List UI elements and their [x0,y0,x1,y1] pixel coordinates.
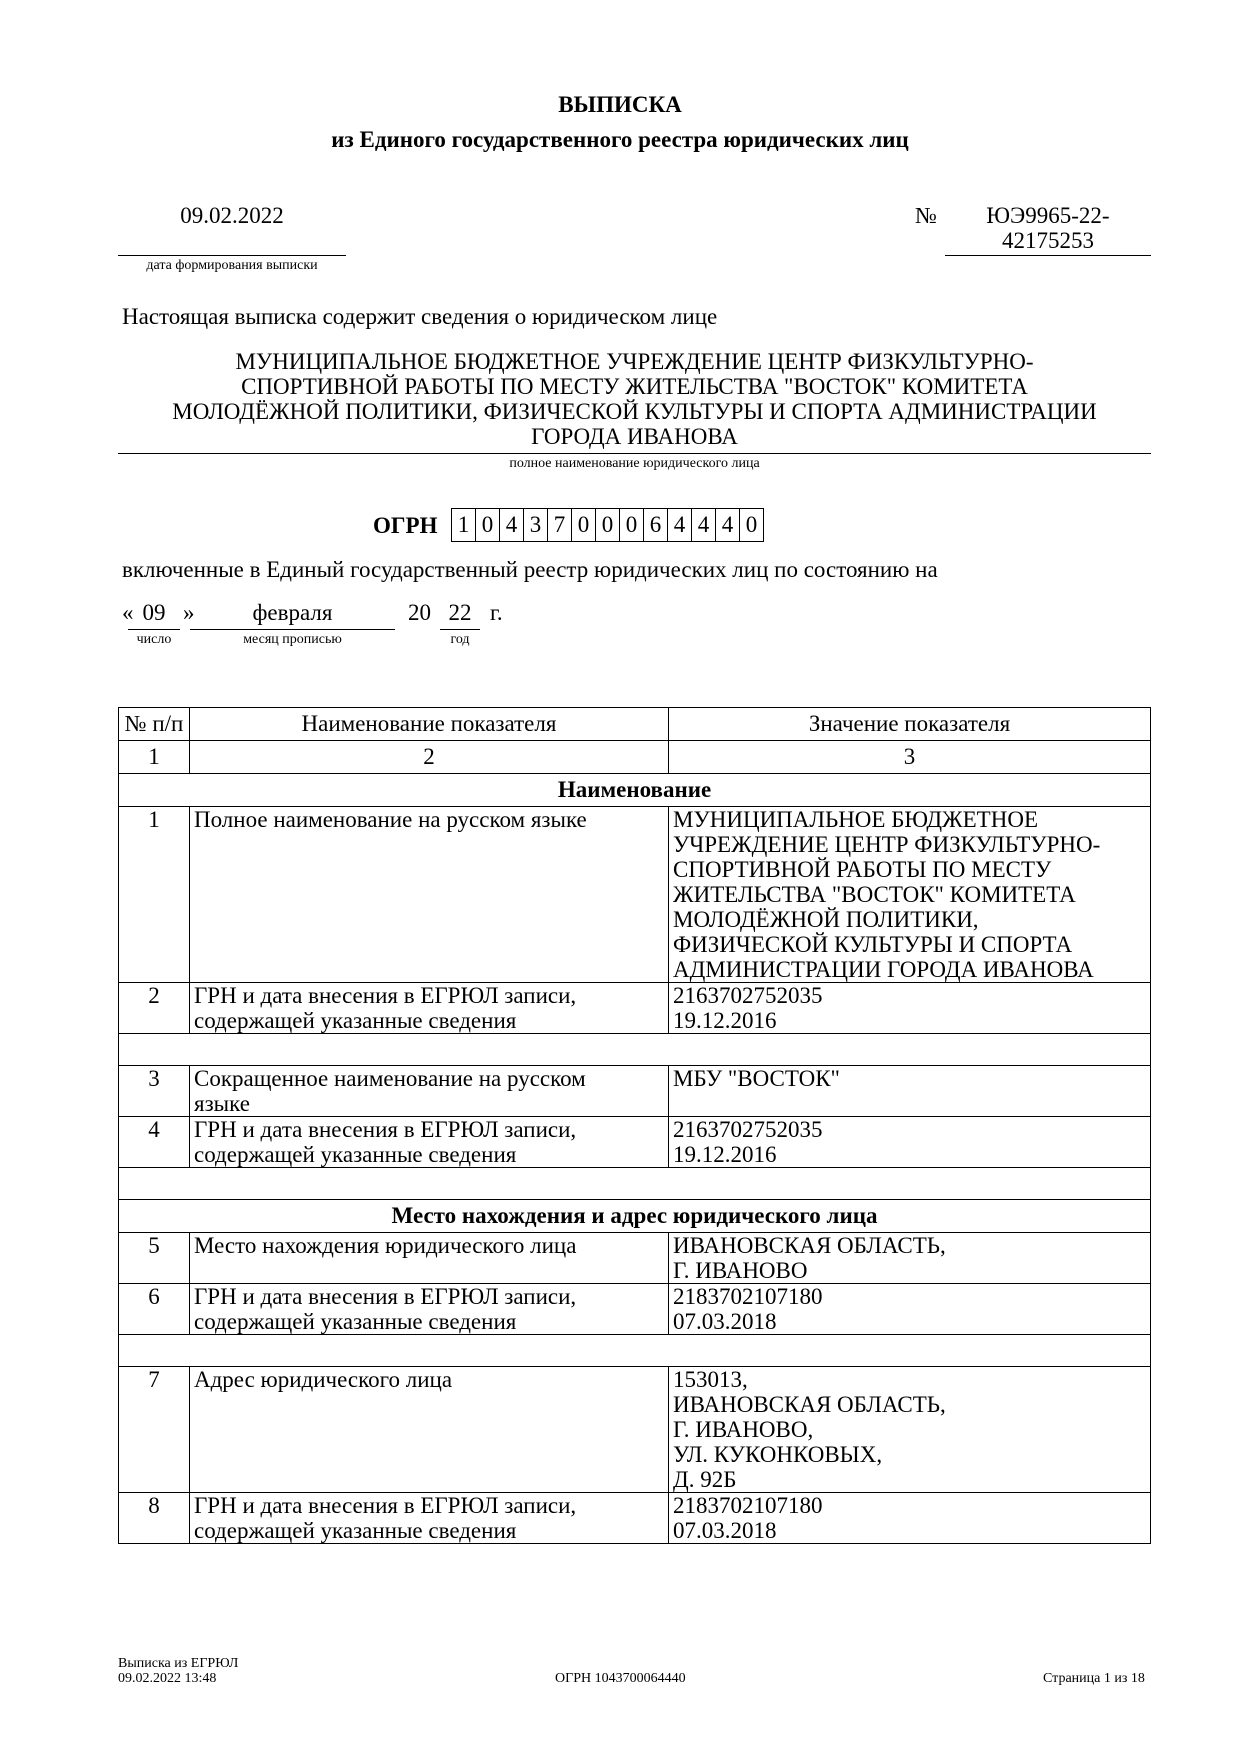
row-value-line: 2183702107180 [673,1284,823,1309]
row-value-line: Д. 92Б [673,1467,737,1492]
row-number: 3 [119,1066,190,1117]
spacer-row [119,1168,1151,1200]
row-value [669,1066,1151,1117]
row-name-line: ГРН и дата внесения в ЕГРЮЛ записи, [194,1493,577,1518]
document-title: ВЫПИСКА [558,92,682,117]
spacer-row [119,1335,1151,1367]
formation-date: 09.02.2022 [180,203,284,228]
row-value [669,807,1151,983]
colnum-cell: 2 [190,741,669,774]
row-name-line: содержащей указанные сведения [194,1309,517,1334]
state-date-century: 20 [408,600,431,625]
row-value-line: АДМИНИСТРАЦИИ ГОРОДА ИВАНОВА [673,957,1094,982]
spacer-row [119,1034,1151,1066]
section-title: Наименование [119,774,1151,807]
ogrn-digit: 4 [691,508,716,542]
ogrn-digit: 4 [499,508,524,542]
row-value-line: Г. ИВАНОВО [673,1258,808,1283]
table-row [119,1367,1151,1493]
table-row [119,807,1151,983]
row-value [669,983,1151,1034]
row-name [190,1117,669,1168]
spacer-cell [119,1034,1151,1066]
row-value [669,1284,1151,1335]
row-value [669,1233,1151,1284]
table-header-row [119,708,1151,741]
extract-number-line1: ЮЭ9965-22- [986,203,1110,228]
row-name-line: содержащей указанные сведения [194,1008,517,1033]
entity-full-name-line: СПОРТИВНОЙ РАБОТЫ ПО МЕСТУ ЖИТЕЛЬСТВА "ВОСТОК" КОМИТЕТА [241,374,1028,399]
row-name [190,1284,669,1335]
header-cell: Наименование показателя [190,708,669,741]
row-number: 8 [119,1493,190,1544]
extract-table [118,707,1151,1544]
row-name-line: содержащей указанные сведения [194,1518,517,1543]
header-cell: Значение показателя [669,708,1151,741]
row-number: 1 [119,807,190,983]
row-value-line: УЛ. КУКОНКОВЫХ, [673,1442,883,1467]
row-value [669,1493,1151,1544]
ogrn-digit: 0 [595,508,620,542]
row-value-line: 2163702752035 [673,983,823,1008]
row-name-line: Сокращенное наименование на русском [194,1066,586,1091]
document-subtitle: из Единого государственного реестра юридических лиц [331,127,909,152]
ogrn-digit: 0 [619,508,644,542]
row-value-line: ФИЗИЧЕСКОЙ КУЛЬТУРЫ И СПОРТА [673,932,1073,957]
entity-full-name-line: МУНИЦИПАЛЬНОЕ БЮДЖЕТНОЕ УЧРЕЖДЕНИЕ ЦЕНТР ФИЗКУЛЬТУРНО- [235,349,1034,374]
row-value [669,1367,1151,1493]
row-value [669,1117,1151,1168]
ogrn-digit: 4 [667,508,692,542]
state-date-year-suffix: г. [490,600,503,625]
footer-datetime: 09.02.2022 13:48 [118,1671,217,1686]
day-underline [128,629,180,630]
row-value-line: Г. ИВАНОВО, [673,1417,814,1442]
entity-full-name-caption: полное наименование юридического лица [509,456,760,471]
table-row [119,1066,1151,1117]
footer-page-number: Страница 1 из 18 [1043,1671,1145,1686]
table-row [119,1117,1151,1168]
table-row [119,1233,1151,1284]
row-value-line: 07.03.2018 [673,1309,777,1334]
ogrn-digit: 0 [739,508,764,542]
year-underline [440,629,480,630]
formation-date-underline [118,255,346,256]
entity-full-name-line: МОЛОДЁЖНОЙ ПОЛИТИКИ, ФИЗИЧЕСКОЙ КУЛЬТУРЫ И СПОРТА АДМИНИСТРАЦИИ [172,399,1097,424]
day-caption: число [136,632,172,647]
ogrn-digit: 0 [571,508,596,542]
intro-text: Настоящая выписка содержит сведения о юридическом лице [122,304,718,329]
year-caption: год [450,632,470,647]
spacer-cell [119,1335,1151,1367]
table-row [119,1284,1151,1335]
row-value-line: МБУ "ВОСТОК" [673,1066,840,1091]
row-name-line: ГРН и дата внесения в ЕГРЮЛ записи, [194,1117,577,1142]
header-cell: № п/п [119,708,190,741]
row-name [190,983,669,1034]
row-value-line: 2183702107180 [673,1493,823,1518]
month-underline [190,629,395,630]
included-text: включенные в Единый государственный реестр юридических лиц по состоянию на [122,557,938,582]
row-value-line: 07.03.2018 [673,1518,777,1543]
ogrn-digit: 6 [643,508,668,542]
extract-number [948,203,1148,253]
row-number: 6 [119,1284,190,1335]
ogrn-digit: 7 [547,508,572,542]
entity-full-name [118,349,1151,449]
row-value-line: ИВАНОВСКАЯ ОБЛАСТЬ, [673,1392,946,1417]
date-quote-open: « [122,600,134,625]
row-name-line: ГРН и дата внесения в ЕГРЮЛ записи, [194,1284,577,1309]
row-name: Адрес юридического лица [190,1367,669,1493]
ogrn-digit: 1 [451,508,476,542]
row-value-line: МУНИЦИПАЛЬНОЕ БЮДЖЕТНОЕ [673,807,1039,832]
row-name: Место нахождения юридического лица [190,1233,669,1284]
row-value-line: МОЛОДЁЖНОЙ ПОЛИТИКИ, [673,907,979,932]
month-caption: месяц прописью [243,632,342,647]
colnum-cell: 1 [119,741,190,774]
colnum-cell: 3 [669,741,1151,774]
entity-full-name-line: ГОРОДА ИВАНОВА [531,424,738,449]
formation-date-caption: дата формирования выписки [146,258,318,273]
section-title: Место нахождения и адрес юридического лица [119,1200,1151,1233]
date-quote-close: » [183,600,195,625]
spacer-cell [119,1168,1151,1200]
row-value-line: 19.12.2016 [673,1008,777,1033]
row-value-line: 2163702752035 [673,1117,823,1142]
row-number: 4 [119,1117,190,1168]
row-number: 5 [119,1233,190,1284]
row-value-line: 19.12.2016 [673,1142,777,1167]
row-value-line: ЖИТЕЛЬСТВА "ВОСТОК" КОМИТЕТА [673,882,1076,907]
table-row [119,1493,1151,1544]
row-number: 2 [119,983,190,1034]
state-date-day: 09 [142,600,166,625]
state-date-year: 22 [448,600,472,625]
row-number: 7 [119,1367,190,1493]
footer-ogrn: ОГРН 1043700064440 [555,1671,686,1686]
ogrn-digit: 0 [475,508,500,542]
row-value-line: ИВАНОВСКАЯ ОБЛАСТЬ, [673,1233,946,1258]
row-name: Полное наименование на русском языке [190,807,669,983]
table-colnum-row [119,741,1151,774]
footer-doc-name: Выписка из ЕГРЮЛ [118,1656,239,1671]
section-row [119,1200,1151,1233]
row-value-line: СПОРТИВНОЙ РАБОТЫ ПО МЕСТУ [673,857,1052,882]
row-name [190,1493,669,1544]
row-name [190,1066,669,1117]
row-name-line: языке [194,1091,250,1116]
row-value-line: 153013, [673,1367,748,1392]
state-date-month: февраля [252,600,333,625]
entity-full-name-underline [118,453,1151,454]
ogrn-digit-boxes [451,508,763,542]
ogrn-label: ОГРН [373,513,438,538]
table-row [119,983,1151,1034]
ogrn-digit: 4 [715,508,740,542]
section-row [119,774,1151,807]
ogrn-digit: 3 [523,508,548,542]
row-name-line: ГРН и дата внесения в ЕГРЮЛ записи, [194,983,577,1008]
extract-number-line2: 42175253 [1002,228,1094,253]
number-sign: № [915,203,937,228]
extract-number-underline [945,255,1151,256]
row-name-line: содержащей указанные сведения [194,1142,517,1167]
row-value-line: УЧРЕЖДЕНИЕ ЦЕНТР ФИЗКУЛЬТУРНО- [673,832,1101,857]
